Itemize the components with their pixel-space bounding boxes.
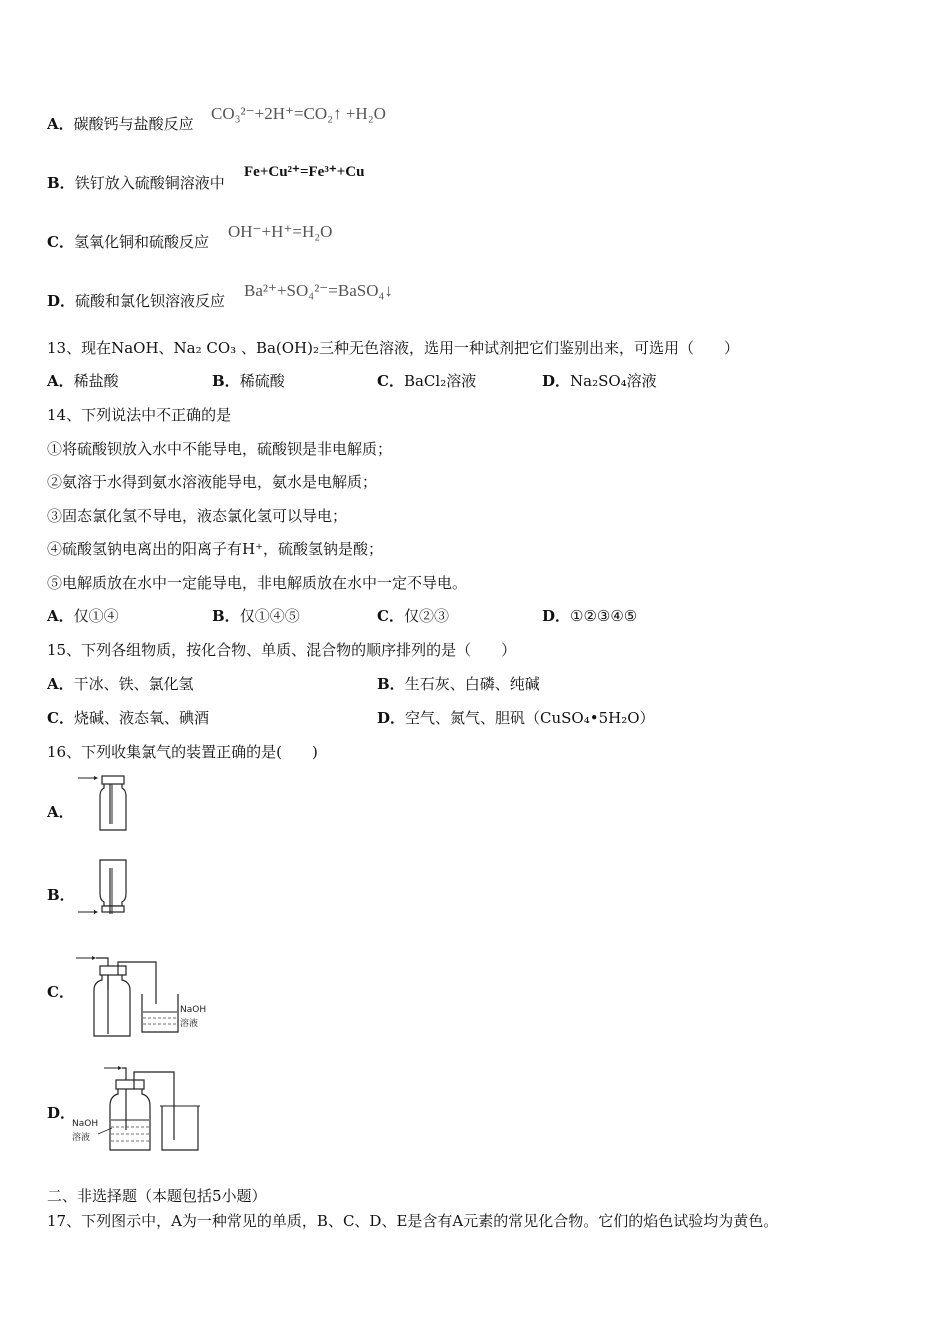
q14-statement: ④硫酸氢钠电离出的阳离子有H⁺，硫酸氢钠是酸； <box>47 540 384 558</box>
option-text: 稀盐酸 <box>73 372 119 390</box>
option-letter: D． <box>377 709 406 727</box>
option-letter: B． <box>212 372 240 390</box>
q14-stem: 14、下列说法中不正确的是 <box>47 406 232 424</box>
option-text: 硫酸和氯化钡溶液反应 <box>75 292 226 310</box>
solution-label: 溶液 <box>180 1019 199 1029</box>
option-text: 空气、氮气、胆矾（CuSO₄•5H₂O） <box>405 709 655 727</box>
q13-option-a <box>47 371 119 391</box>
q12-option-d <box>47 291 225 311</box>
option-text: 仅②③ <box>403 607 449 625</box>
q15-option-b <box>377 674 540 694</box>
q13-option-d <box>542 371 657 391</box>
option-text: 稀硫酸 <box>239 372 285 390</box>
option-letter: A． <box>47 372 74 390</box>
q14-option-c <box>377 606 449 626</box>
q15-option-c <box>47 708 209 728</box>
solution-label: 溶液 <box>72 1133 91 1143</box>
q15-stem: 15、下列各组物质，按化合物、单质、混合物的顺序排列的是（ ） <box>47 641 517 659</box>
section-heading: 二、非选择题（本题包括5小题） <box>47 1187 267 1205</box>
q14-option-b <box>212 606 300 626</box>
q16-option-a-letter: A． <box>47 803 74 821</box>
option-letter: D． <box>542 372 571 390</box>
option-text: 碳酸钙与盐酸反应 <box>73 115 194 133</box>
option-text: ①②③④⑤ <box>570 607 638 625</box>
option-letter: B． <box>377 675 405 693</box>
q16-option-b-letter: B． <box>47 886 75 904</box>
option-text: 生石灰、白磷、纯碱 <box>404 675 540 693</box>
q14-statement: ①将硫酸钡放入水中不能导电，硫酸钡是非电解质； <box>47 440 393 458</box>
option-text: Na₂SO₄溶液 <box>570 372 657 390</box>
option-text: 仅①④ <box>73 607 119 625</box>
option-text: 仅①④⑤ <box>239 607 300 625</box>
q14-option-a <box>47 606 119 626</box>
option-text: BaCl₂溶液 <box>403 372 477 390</box>
q13-stem: 13、现在NaOH、Na₂ CO₃ 、Ba(OH)₂三种无色溶液，选用一种试剂把它们鉴别出来，可选用（ ） <box>47 339 740 357</box>
q16-apparatus-c <box>74 950 219 1040</box>
option-text: 干冰、铁、氯化氢 <box>73 675 194 693</box>
option-letter: C． <box>47 233 74 251</box>
q15-option-d <box>377 708 655 728</box>
q16-option-c-letter: C． <box>47 983 74 1001</box>
option-letter: C． <box>377 372 404 390</box>
option-letter: C． <box>47 709 74 727</box>
q16-stem: 16、下列收集氯气的装置正确的是( ) <box>47 743 318 761</box>
option-letter: A． <box>47 607 74 625</box>
naoh-label: NaOH <box>72 1119 99 1129</box>
q14-statement: ⑤电解质放在水中一定能导电，非电解质放在水中一定不导电。 <box>47 574 468 592</box>
option-letter: B． <box>212 607 240 625</box>
q12-formula-d: Ba²⁺+SO₄²⁻=BaSO₄↓ <box>244 281 393 300</box>
option-letter: C． <box>377 607 404 625</box>
q15-option-a <box>47 674 194 694</box>
q16-option-d-letter: D． <box>47 1104 76 1122</box>
option-text: 铁钉放入硫酸铜溶液中 <box>74 174 225 192</box>
option-letter: A． <box>47 115 74 133</box>
option-letter: B． <box>47 174 75 192</box>
q14-option-d <box>542 606 637 626</box>
q12-formula-b: Fe+Cu²⁺=Fe³⁺+Cu <box>244 164 365 180</box>
option-letter: D． <box>542 607 571 625</box>
q16-apparatus-d <box>70 1060 215 1155</box>
q12-formula-a: CO₃²⁻+2H⁺=CO₂↑ +H₂O <box>211 104 386 123</box>
option-letter: D． <box>47 292 76 310</box>
option-text: 烧碱、液态氧、碘酒 <box>73 709 209 727</box>
q17-stem: 17、下列图示中，A为一种常见的单质，B、C、D、E是含有A元素的常见化合物。它们的焰色试验均为黄色。 <box>47 1212 779 1230</box>
q14-statement: ②氨溶于水得到氨水溶液能导电，氨水是电解质； <box>47 473 378 491</box>
q13-option-c <box>377 371 476 391</box>
naoh-label: NaOH <box>180 1005 207 1015</box>
option-letter: A． <box>47 675 74 693</box>
q13-option-b <box>212 371 285 391</box>
q16-apparatus-a <box>74 774 134 834</box>
q12-option-a <box>47 114 194 134</box>
q14-statement: ③固态氯化氢不导电，液态氯化氢可以导电； <box>47 507 348 525</box>
q16-apparatus-b <box>74 856 134 918</box>
q12-option-c <box>47 232 209 252</box>
q12-formula-c: OH⁻+H⁺=H₂O <box>228 222 333 241</box>
q12-option-b <box>47 173 225 193</box>
option-text: 氢氧化铜和硫酸反应 <box>73 233 209 251</box>
